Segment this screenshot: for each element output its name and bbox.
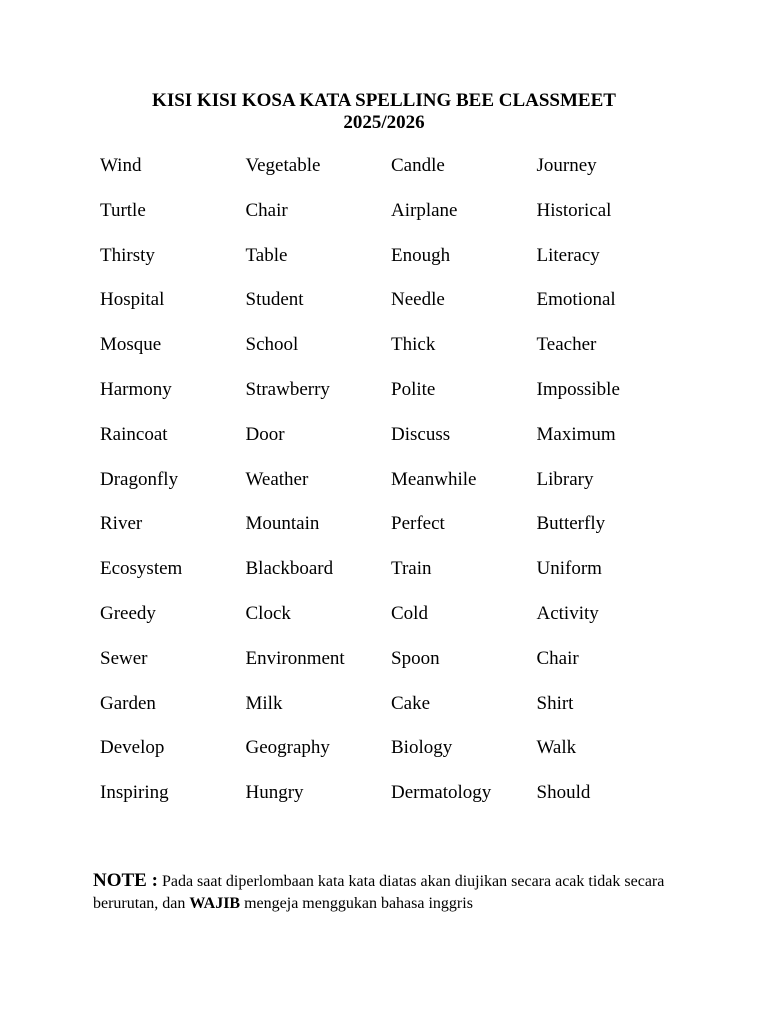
word-row — [100, 331, 700, 376]
vocabulary-word: Shirt — [536, 692, 574, 714]
vocabulary-word: Weather — [245, 468, 309, 490]
document-title-year: 2025/2026 — [343, 112, 425, 133]
vocabulary-word: Perfect — [391, 513, 445, 535]
word-row — [100, 286, 700, 331]
vocabulary-word: Activity — [536, 602, 599, 624]
word-row — [100, 555, 700, 600]
vocabulary-word: Emotional — [536, 289, 616, 311]
vocabulary-word: Chair — [245, 199, 288, 221]
word-row — [100, 600, 700, 645]
vocabulary-word: River — [100, 513, 143, 535]
vocabulary-word: Table — [245, 244, 288, 266]
vocabulary-word: Dermatology — [391, 782, 492, 804]
vocabulary-word: Candle — [391, 155, 445, 176]
word-row — [100, 779, 700, 824]
vocabulary-word: Uniform — [536, 558, 602, 580]
vocabulary-word: Mosque — [100, 334, 162, 356]
vocabulary-word: Inspiring — [100, 782, 169, 804]
vocabulary-word: Cake — [391, 692, 431, 714]
note-paragraph — [93, 870, 693, 915]
vocabulary-word: Ecosystem — [100, 558, 183, 580]
word-row — [100, 376, 700, 421]
vocabulary-word: Historical — [536, 199, 612, 221]
vocabulary-word: Chair — [536, 647, 579, 669]
vocabulary-word: Garden — [100, 692, 156, 714]
word-row — [100, 242, 700, 287]
vocabulary-word: Harmony — [100, 378, 172, 400]
word-row — [100, 510, 700, 555]
vocabulary-word: Spoon — [391, 647, 440, 669]
note-text-part-1: Pada saat diperlombaan kata kata diatas akan diujikan secara acak tidak secara berurutan, dan — [93, 873, 665, 912]
vocabulary-word: Airplane — [391, 199, 458, 221]
vocabulary-word: Blackboard — [245, 558, 334, 580]
vocabulary-word: Discuss — [391, 423, 451, 445]
vocabulary-word: Thick — [391, 334, 436, 356]
vocabulary-word: Dragonfly — [100, 468, 179, 490]
vocabulary-word: Environment — [245, 647, 345, 669]
vocabulary-word: Milk — [245, 692, 283, 714]
vocabulary-word: Impossible — [536, 378, 620, 400]
note-emphasis: WAJIB — [189, 895, 241, 912]
vocabulary-word: Door — [245, 423, 285, 445]
vocabulary-word: Vegetable — [245, 155, 321, 176]
vocabulary-word: Turtle — [100, 199, 146, 221]
word-row — [100, 645, 700, 690]
vocabulary-word: Strawberry — [245, 378, 330, 400]
vocabulary-word: Meanwhile — [391, 468, 477, 490]
word-row — [100, 734, 700, 779]
vocabulary-word: Biology — [391, 737, 453, 759]
vocabulary-word: Needle — [391, 289, 445, 311]
vocabulary-word: Student — [245, 289, 304, 311]
vocabulary-word: Raincoat — [100, 423, 168, 445]
vocabulary-word: Polite — [391, 378, 436, 400]
vocabulary-word: Enough — [391, 244, 451, 266]
vocabulary-word: Maximum — [536, 423, 616, 445]
word-row — [100, 421, 700, 466]
vocabulary-word: School — [245, 334, 299, 356]
vocabulary-word: Train — [391, 558, 432, 580]
word-row — [100, 152, 700, 197]
vocabulary-word: Clock — [245, 602, 291, 624]
vocabulary-word: Greedy — [100, 602, 156, 624]
vocabulary-word: Sewer — [100, 647, 148, 669]
vocabulary-word: Thirsty — [100, 244, 155, 266]
word-row — [100, 690, 700, 735]
vocabulary-word: Literacy — [536, 244, 600, 266]
note-text-part-2: mengeja menggukan bahasa inggris — [240, 895, 473, 912]
vocabulary-word: Butterfly — [536, 513, 606, 535]
vocabulary-word: Teacher — [536, 334, 597, 356]
vocabulary-word-grid — [100, 152, 700, 824]
vocabulary-word: Library — [536, 468, 594, 490]
word-row — [100, 466, 700, 511]
vocabulary-word: Should — [536, 782, 591, 804]
word-row — [100, 197, 700, 242]
vocabulary-word: Hungry — [245, 782, 304, 804]
vocabulary-word: Cold — [391, 602, 428, 624]
vocabulary-word: Journey — [536, 155, 597, 176]
note-label: NOTE : — [93, 870, 158, 891]
vocabulary-word: Wind — [100, 155, 142, 176]
vocabulary-word: Mountain — [245, 513, 320, 535]
vocabulary-word: Geography — [245, 737, 330, 759]
vocabulary-word: Develop — [100, 737, 165, 759]
vocabulary-word: Hospital — [100, 289, 165, 311]
document-title: KISI KISI KOSA KATA SPELLING BEE CLASSMEET — [152, 90, 616, 111]
vocabulary-word: Walk — [536, 737, 577, 759]
